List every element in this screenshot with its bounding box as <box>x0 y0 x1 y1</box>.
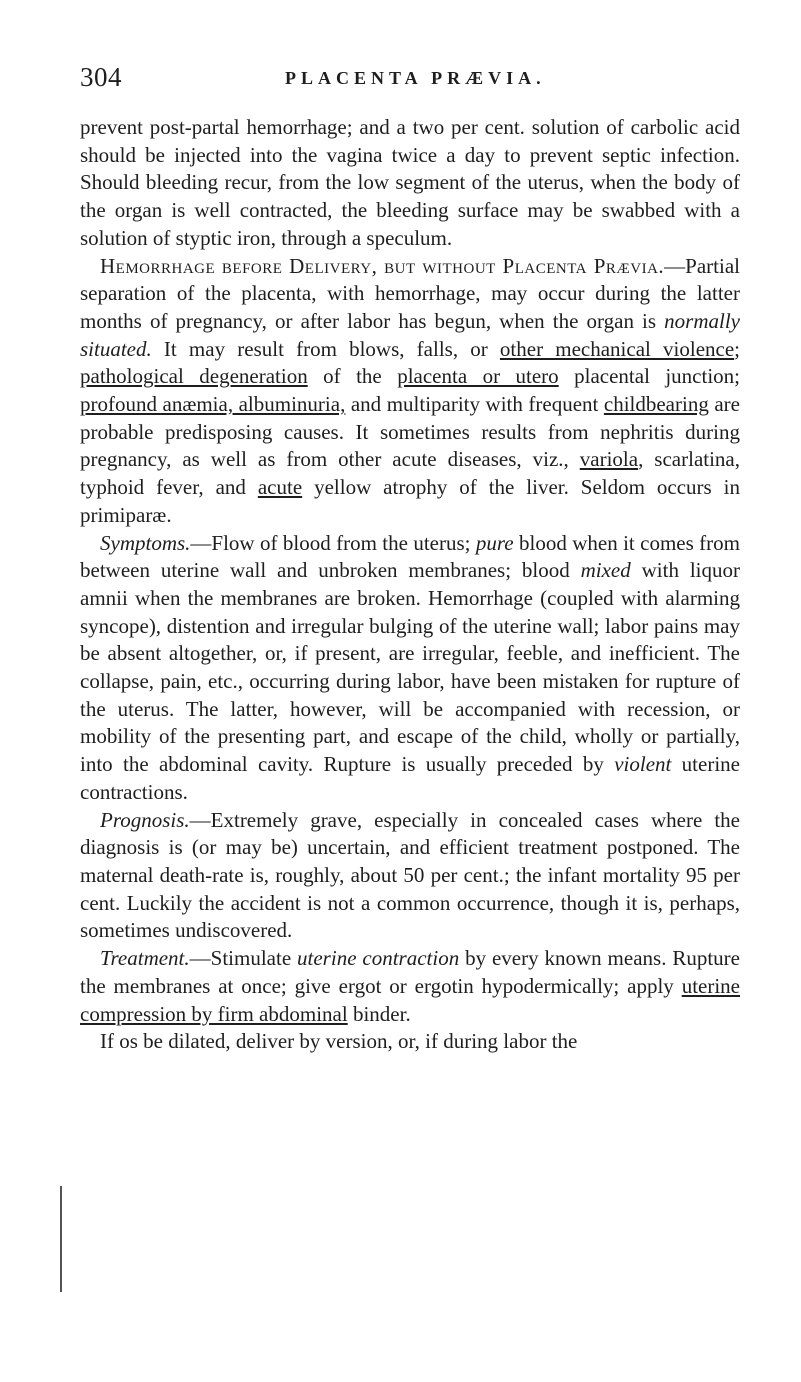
underlined-text: other mechanical violence <box>499 336 735 361</box>
text-run: , scarlatina, typhoid fever, and <box>80 447 741 500</box>
italic-text: pure <box>475 530 514 555</box>
text-run: —Extremely grave, especially in concealed cases where the diagnosis is (or may be) uncertain, and efficient treatment postponed. The maternal death-rate is, roughly, about 50 per cent.; the infant mortality 95 per cent. Luckily the accident is not a common occurrence, though it is, perhaps, sometimes undiscovered. <box>80 807 740 943</box>
italic-text: violent <box>614 752 672 777</box>
underlined-text: profound anæmia, albuminuria, <box>80 392 346 417</box>
paragraph-p5 <box>80 945 740 1028</box>
text-run: by every known means. Rupture the membranes at once; give ergot or ergotin hypodermically; apply <box>80 946 740 998</box>
paragraph-p4 <box>80 807 740 946</box>
text-run: prevent post-partal hemorrhage; and a two per cent. solution of carbolic acid should be injected into the vagina twice a day to prevent septic infection. Should bleeding recur, from the low segment of the uterus, when the body of the organ is well contracted, the bleeding surface may be swabbed with a solution of styptic iron, through a speculum. <box>80 115 740 250</box>
italic-text: Prognosis. <box>100 807 190 832</box>
paragraph-p3 <box>80 530 740 807</box>
paragraph-p1 <box>80 114 740 253</box>
text-run: If os be dilated, deliver by version, or, if during labor the <box>100 1029 578 1054</box>
text-run: with liquor amnii when the membranes are broken. Hemorrhage (coupled with alarming syncope), distention and irregular bulging of the uterine wall; labor pains may be absent altogether, or, if present, are irregular, feeble, and inefficient. The collapse, pain, etc., occurring during labor, have been mistaken for rupture of the uterus. The latter, however, will be accompanied with recession, or mobility of the presenting part, and escape of the child, wholly or partially, into the abdominal cavity. Rupture is usually preceded by <box>80 558 740 777</box>
text-run: —Partial separation of the placenta, with hemorrhage, may occur during the latter months of pregnancy, or after labor has begun, when the organ is <box>80 253 740 333</box>
text-run: blood when it comes from between uterine wall and unbroken membranes; blood <box>80 530 741 583</box>
text-run: uterine contractions. <box>80 752 740 804</box>
text-run: yellow atrophy of the liver. Seldom occurs in primiparæ. <box>80 475 740 527</box>
italic-text: mixed <box>580 558 631 583</box>
page-number: 304 <box>80 62 122 92</box>
underlined-text: childbearing <box>603 392 709 417</box>
italic-text: uterine contraction <box>297 946 460 971</box>
text-run: It may result from blows, falls, or <box>151 336 500 361</box>
text-run: ; <box>734 336 740 361</box>
underlined-text: variola <box>579 447 639 472</box>
body-text <box>80 114 740 1056</box>
text-run: —Stimulate <box>189 946 298 971</box>
text-run: are probable predisposing causes. It sometimes results from nephritis during pregnancy, as well as from other acute diseases, viz., <box>80 392 740 472</box>
underlined-text: acute <box>257 475 303 500</box>
italic-text: Symptoms. <box>100 530 191 555</box>
text-run: binder. <box>347 1001 411 1026</box>
running-head: PLACENTA PRÆVIA. <box>285 68 546 88</box>
underlined-text: placenta or utero <box>397 364 559 389</box>
italic-text: Treatment. <box>100 946 190 971</box>
paragraph-p6 <box>80 1028 740 1056</box>
margin-pencil-mark <box>60 1186 62 1292</box>
underlined-text: uterine compression by firm abdominal <box>80 973 740 1026</box>
text-run: and multiparity with frequent <box>345 392 604 417</box>
paragraph-p2 <box>80 253 740 530</box>
section-heading: Hemorrhage before Delivery, but without Placenta Prævia. <box>100 253 665 278</box>
page-header <box>80 62 740 102</box>
text-run: —Flow of blood from the uterus; <box>190 530 476 555</box>
text-run: of the <box>307 364 398 389</box>
italic-text: normally situated. <box>80 308 740 361</box>
text-run: placental junction; <box>558 364 741 389</box>
underlined-text: pathological degeneration <box>80 364 308 389</box>
